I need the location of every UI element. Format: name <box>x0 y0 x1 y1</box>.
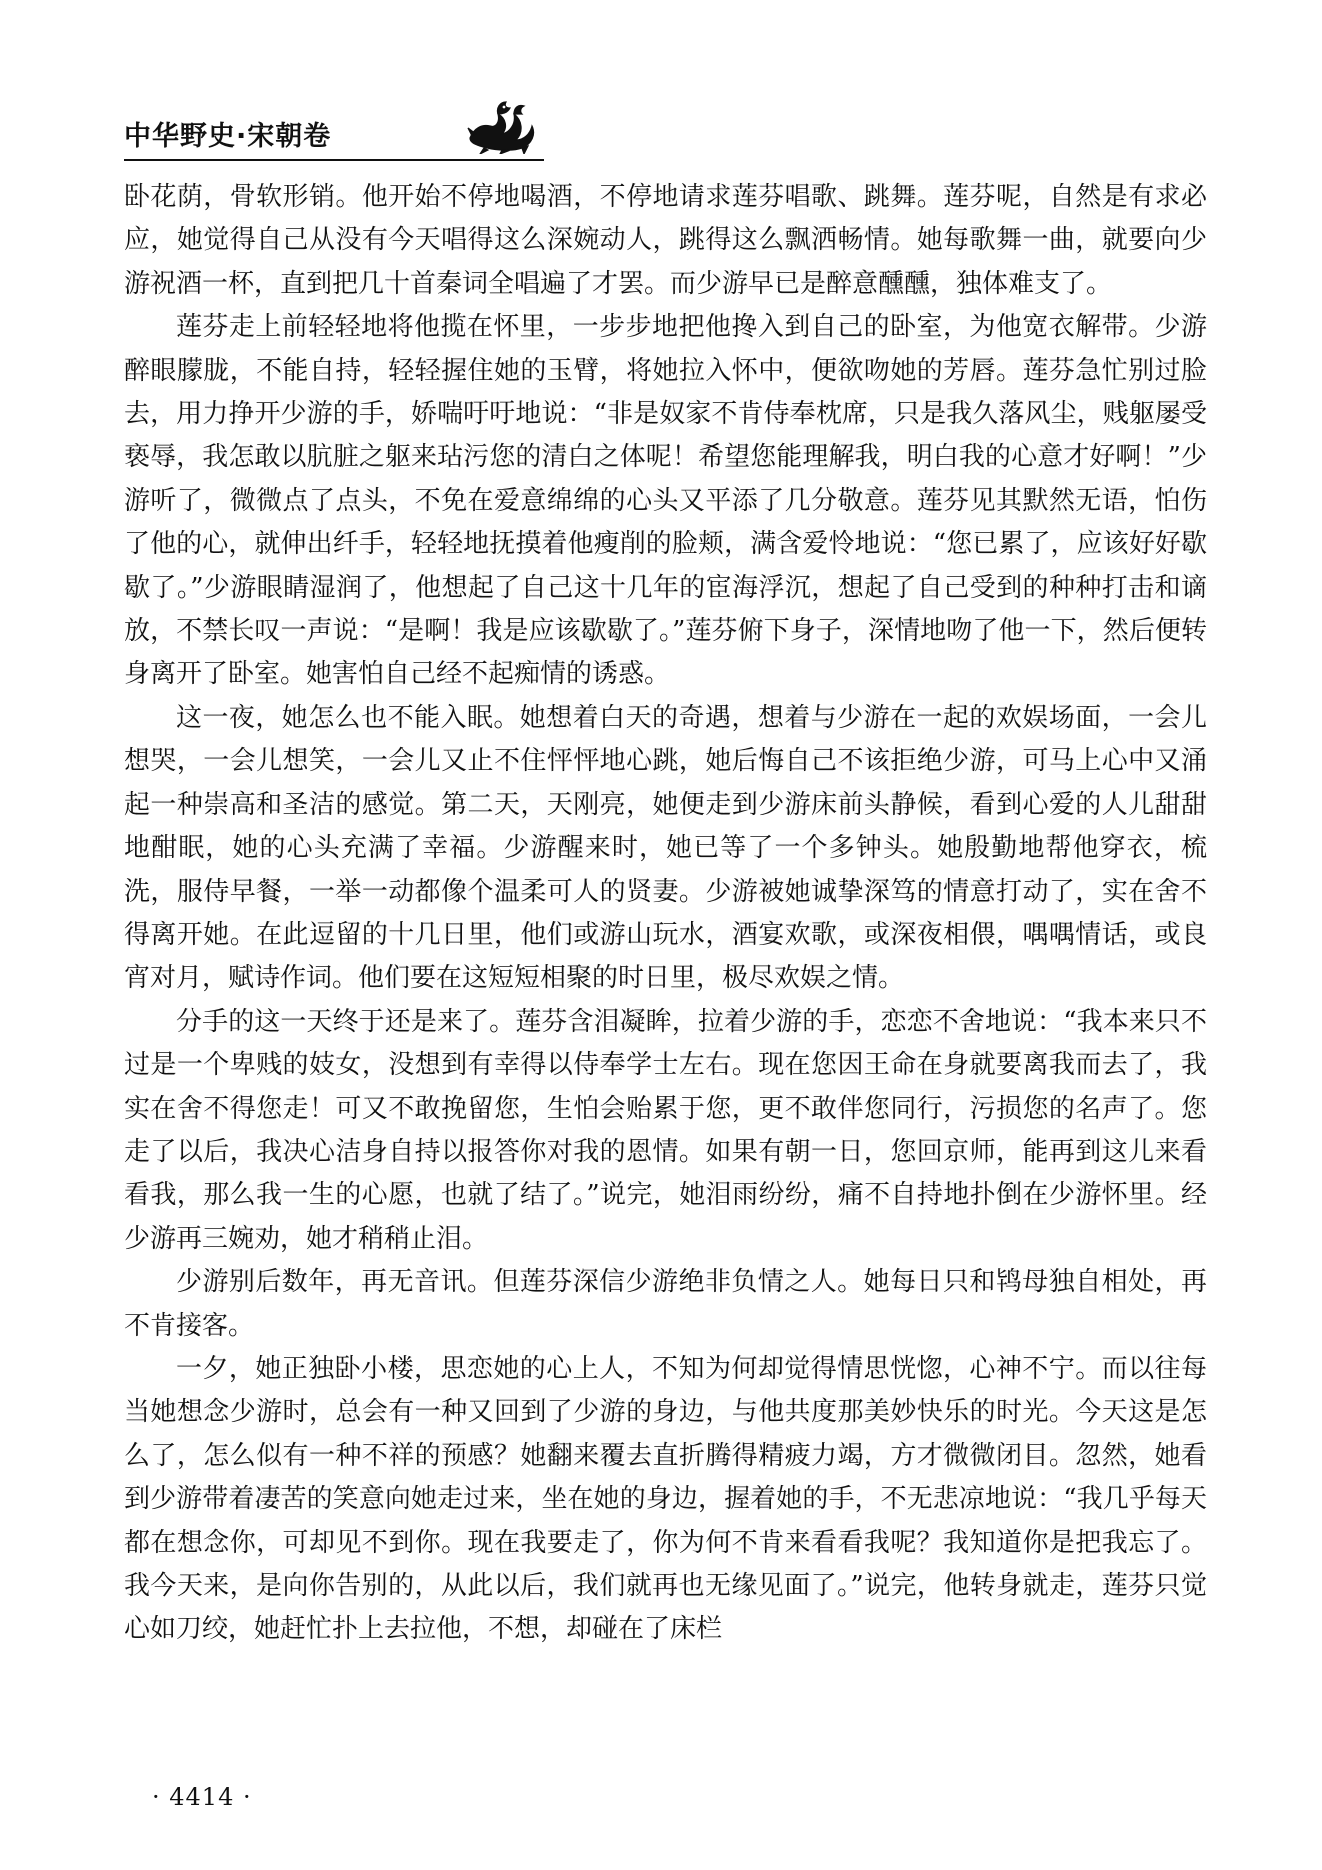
running-header <box>124 98 544 160</box>
dragon-emblem-icon <box>462 98 542 154</box>
paragraph-2: 莲芬走上前轻轻地将他揽在怀里，一步步地把他搀入到自己的卧室，为他宽衣解带。少游醉眼朦胧，不能自持，轻轻握住她的玉臂，将她拉入怀中，便欲吻她的芳唇。莲芬急忙别过脸去，用力挣开少游的手，娇喘吁吁地说：“非是奴家不肯侍奉枕席，只是我久落风尘，贱躯屡受亵辱，我怎敢以肮脏之躯来玷污您的清白之体呢！希望您能理解我，明白我的心意才好啊！”少游听了，微微点了点头，不免在爱意绵绵的心头又平添了几分敬意。莲芬见其默然无语，怕伤了他的心，就伸出纤手，轻轻地抚摸着他瘦削的脸颊，满含爱怜地说：“您已累了，应该好好歇歇了。”少游眼睛湿润了，他想起了自己这十几年的宦海浮沉，想起了自己受到的种种打击和谪放，不禁长叹一声说：“是啊！我是应该歇歇了。”莲芬俯下身子，深情地吻了他一下，然后便转身离开了卧室。她害怕自己经不起痴情的诱惑。 <box>124 312 1207 690</box>
book-title: 中华野史·宋朝卷 <box>124 121 332 152</box>
header-rule <box>124 159 544 161</box>
body-text <box>124 176 1207 1652</box>
paragraph-4: 分手的这一天终于还是来了。莲芬含泪凝眸，拉着少游的手，恋恋不舍地说：“我本来只不过是一个卑贱的妓女，没想到有幸得以侍奉学士左右。现在您因王命在身就要离我而去了，我实在舍不得您走！可又不敢挽留您，生怕会贻累于您，更不敢伴您同行，污损您的名声了。您走了以后，我决心洁身自持以报答你对我的恩情。如果有朝一日，您回京师，能再到这儿来看看我，那么我一生的心愿，也就了结了。”说完，她泪雨纷纷，痛不自持地扑倒在少游怀里。经少游再三婉劝，她才稍稍止泪。 <box>124 1006 1207 1254</box>
paragraph-6: 一夕，她正独卧小楼，思恋她的心上人，不知为何却觉得情思恍惚，心神不宁。而以往每当她想念少游时，总会有一种又回到了少游的身边，与他共度那美妙快乐的时光。今天这是怎么了，怎么似有一种不祥的预感？她翻来覆去直折腾得精疲力竭，方才微微闭目。忽然，她看到少游带着凄苦的笑意向她走过来，坐在她的身边，握着她的手，不无悲凉地说：“我几乎每天都在想念你，可却见不到你。现在我要走了，你为何不肯来看看我呢？我知道你是把我忘了。我今天来，是向你告别的，从此以后，我们就再也无缘见面了。”说完，他转身就走，莲芬只觉心如刀绞，她赶忙扑上去拉他，不想，却碰在了床栏 <box>124 1353 1207 1645</box>
paragraph-1: 卧花荫，骨软形销。他开始不停地喝酒，不停地请求莲芬唱歌、跳舞。莲芬呢，自然是有求必应，她觉得自己从没有今天唱得这么深婉动人，跳得这么飘洒畅情。她每歌舞一曲，就要向少游祝酒一杯，直到把几十首秦词全唱遍了才罢。而少游早已是醉意醺醺，独体难支了。 <box>124 182 1207 299</box>
paragraph-3: 这一夜，她怎么也不能入眠。她想着白天的奇遇，想着与少游在一起的欢娱场面，一会儿想哭，一会儿想笑，一会儿又止不住怦怦地心跳，她后悔自己不该拒绝少游，可马上心中又涌起一种崇高和圣洁的感觉。第二天，天刚亮，她便走到少游床前头静候，看到心爱的人儿甜甜地酣眠，她的心头充满了幸福。少游醒来时，她已等了一个多钟头。她殷勤地帮他穿衣，梳洗，服侍早餐，一举一动都像个温柔可人的贤妻。少游被她诚挚深笃的情意打动了，实在舍不得离开她。在此逗留的十几日里，他们或游山玩水，酒宴欢歌，或深夜相偎，喁喁情话，或良宵对月，赋诗作词。他们要在这短短相聚的时日里，极尽欢娱之情。 <box>124 702 1207 994</box>
page-number: · 4414 · <box>152 1783 252 1811</box>
paragraph-5: 少游别后数年，再无音讯。但莲芬深信少游绝非负情之人。她每日只和鸨母独自相处，再不肯接客。 <box>124 1267 1207 1341</box>
